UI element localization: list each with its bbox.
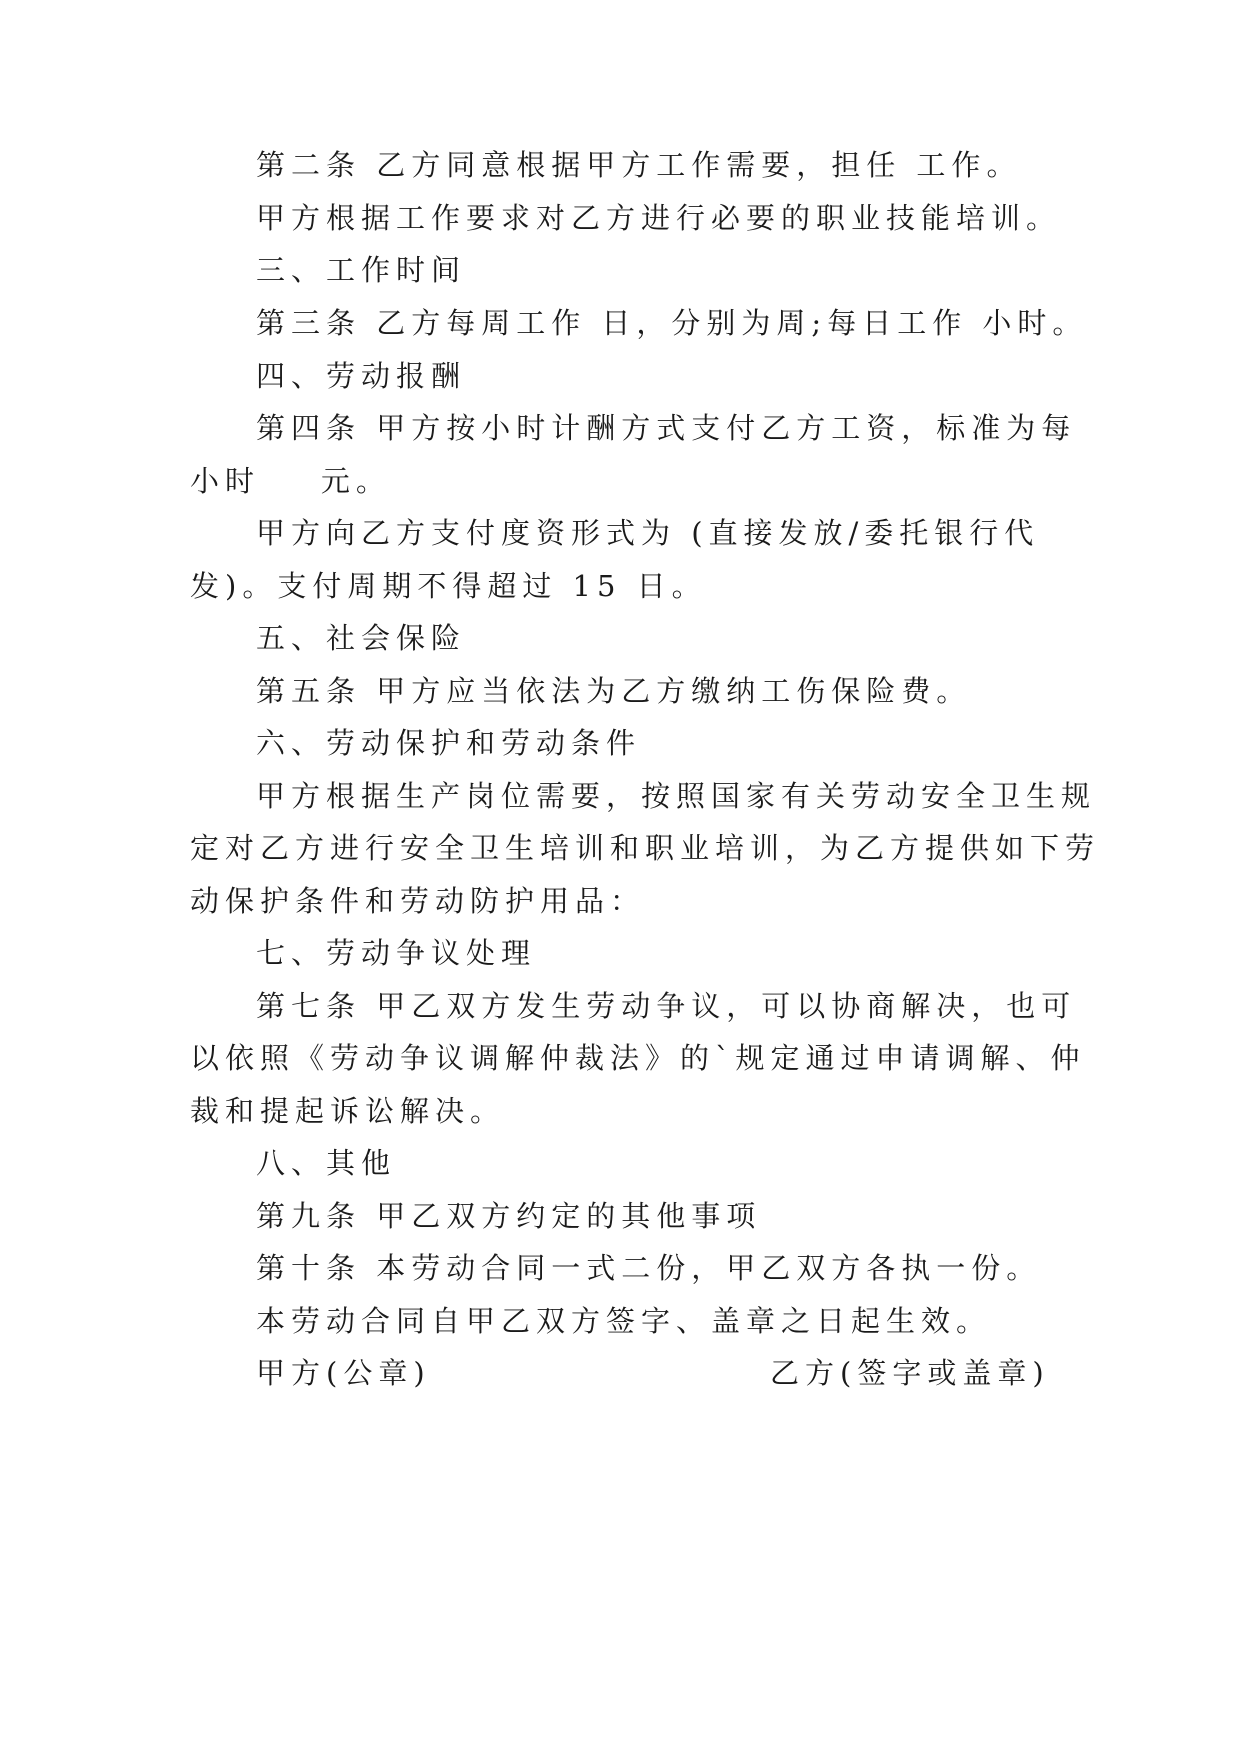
clause-10-text: 第十条 本劳动合同一式二份，甲乙双方各执一份。 (256, 1251, 1042, 1285)
clause-7-text-line-2: 以依照《劳动争议调解仲裁法》的`规定通过申请调解、仲 (190, 1041, 1086, 1075)
effective-clause-text: 本劳动合同自甲乙双方签字、盖章之日起生效。 (256, 1304, 992, 1338)
section-heading-remuneration: 四、劳动报酬 (256, 359, 467, 393)
payment-form-text-line-1: 甲方向乙方支付度资形式为 (直接发放/委托银行代 (256, 516, 1040, 550)
section-heading-work-time: 三、工作时间 (256, 253, 467, 287)
labor-protection-text-line-1: 甲方根据生产岗位需要，按照国家有关劳动安全卫生规 (256, 779, 1097, 813)
labor-protection-text-line-3: 动保护条件和劳动防护用品： (190, 884, 646, 918)
section-heading-other: 八、其他 (256, 1146, 397, 1180)
clause-9-text: 第九条 甲乙双方约定的其他事项 (256, 1199, 762, 1233)
labor-protection-text-line-2: 定对乙方进行安全卫生培训和职业培训，为乙方提供如下劳 (190, 831, 1101, 865)
section-heading-labor-protection: 六、劳动保护和劳动条件 (256, 726, 642, 760)
clause-5-text: 第五条 甲方应当依法为乙方缴纳工伤保险费。 (256, 674, 972, 708)
party-a-signature-label: 甲方(公章) (256, 1356, 431, 1390)
clause-2-text: 第二条 乙方同意根据甲方工作需要，担任 工作。 (256, 148, 1022, 182)
clause-4-text-line-2: 小时 元。 (190, 464, 391, 498)
section-heading-social-insurance: 五、社会保险 (256, 621, 467, 655)
clause-7-text-line-3: 裁和提起诉讼解决。 (190, 1094, 506, 1128)
clause-3-text: 第三条 乙方每周工作 日，分别为周;每日工作 小时。 (256, 306, 1088, 340)
clause-2-training-text: 甲方根据工作要求对乙方进行必要的职业技能培训。 (256, 201, 1062, 235)
payment-form-text-line-2: 发)。支付周期不得超过 15 日。 (190, 569, 707, 603)
clause-4-text-line-1: 第四条 甲方按小时计酬方式支付乙方工资，标准为每 (256, 411, 1077, 445)
section-heading-dispute: 七、劳动争议处理 (256, 936, 537, 970)
party-b-signature-label: 乙方(签字或盖章) (770, 1356, 1050, 1390)
clause-7-text-line-1: 第七条 甲乙双方发生劳动争议，可以协商解决，也可 (256, 989, 1077, 1023)
